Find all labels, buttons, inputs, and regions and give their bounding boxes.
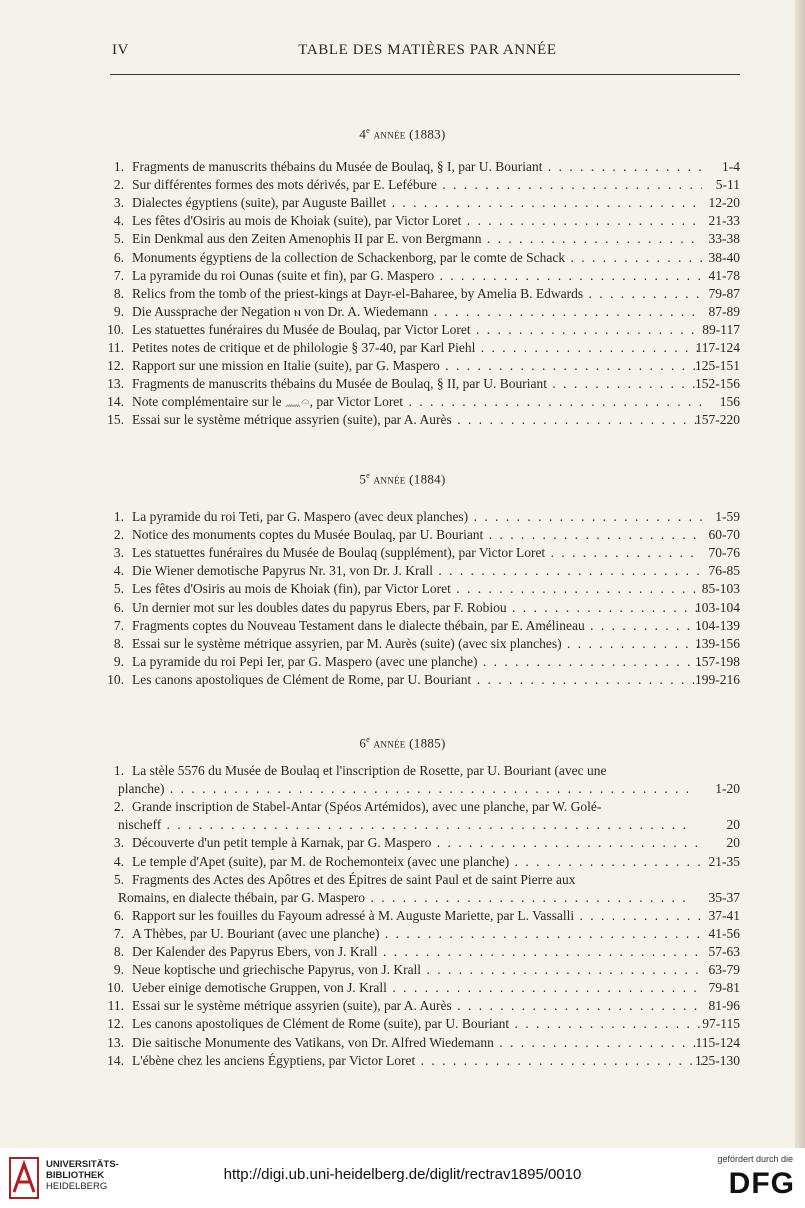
entry-pages: 87-89 bbox=[708, 303, 740, 319]
entry-pages: 152-156 bbox=[695, 376, 740, 392]
entry-number: 13. bbox=[107, 376, 124, 392]
toc-entry bbox=[100, 526, 740, 544]
header-rule bbox=[110, 74, 740, 75]
entry-title: Fragments coptes du Nouveau Testament dans le dialecte thébain, par E. Amélineau . . . bbox=[132, 617, 702, 635]
toc-entry bbox=[100, 853, 740, 871]
entry-title: Les statuettes funéraires du Musée de Boulaq (supplément), par Victor Loret . . . bbox=[132, 544, 702, 562]
entry-number: 8. bbox=[113, 635, 124, 651]
toc-entry bbox=[100, 762, 740, 780]
toc-entry bbox=[100, 267, 740, 285]
entry-title: Rapport sur les fouilles du Fayoum adressé à M. Auguste Mariette, par L. Vassalli . . . bbox=[132, 907, 702, 925]
entry-title: Sur différentes formes des mots dérivés, par E. Lefébure . . . bbox=[132, 176, 702, 194]
entry-title: Essai sur le système métrique assyrien (suite), par A. Aurès . . . bbox=[132, 997, 702, 1015]
toc-entry bbox=[100, 961, 740, 979]
entry-pages: 139-156 bbox=[695, 635, 740, 651]
toc-entry bbox=[100, 1052, 740, 1070]
entry-title-continued: Romains, en dialecte thébain, par G. Maspero . . . bbox=[118, 889, 688, 907]
entry-title: Grande inscription de Stabel-Antar (Spéos Artémidos), avec une planche, par W. Golé- bbox=[132, 799, 602, 815]
entry-number: 3. bbox=[113, 545, 124, 561]
toc-entry bbox=[100, 375, 740, 393]
toc-entry bbox=[100, 393, 740, 411]
entry-pages: 117-124 bbox=[695, 340, 740, 355]
entry-number: 14. bbox=[107, 394, 124, 410]
toc-entry bbox=[100, 871, 740, 889]
entry-number: 3. bbox=[113, 835, 124, 851]
entry-pages: 156 bbox=[719, 394, 740, 410]
entry-number: 9. bbox=[113, 962, 124, 978]
entry-title-continued: planche) . . . bbox=[118, 780, 688, 798]
toc-entry bbox=[100, 212, 740, 230]
entry-title: Les fêtes d'Osiris au mois de Khoiak (suite), par Victor Loret . . . bbox=[132, 212, 702, 230]
toc-entry bbox=[100, 798, 740, 816]
toc-entry bbox=[100, 357, 740, 375]
toc-entry bbox=[100, 671, 740, 689]
entry-title: Les canons apostoliques de Clément de Rome (suite), par U. Bouriant . . . bbox=[132, 1015, 702, 1033]
entry-number: 11. bbox=[107, 998, 124, 1014]
entry-pages: 70-76 bbox=[708, 545, 740, 561]
entry-pages: 157-198 bbox=[695, 653, 740, 669]
entry-number: 2. bbox=[113, 799, 124, 815]
entry-pages: 33-38 bbox=[708, 231, 740, 247]
toc-entry bbox=[100, 580, 740, 598]
page-edge-shadow bbox=[795, 0, 805, 1148]
entry-number: 6. bbox=[113, 249, 124, 265]
toc-entry bbox=[100, 230, 740, 248]
entry-number: 3. bbox=[113, 195, 124, 211]
entry-number: 6. bbox=[113, 599, 124, 615]
entry-title: La pyramide du roi Pepi Ier, par G. Maspero (avec une planche) . . . bbox=[132, 653, 702, 671]
toc-entry bbox=[100, 411, 740, 429]
entry-pages: 103-104 bbox=[695, 599, 740, 615]
entry-number: 15. bbox=[107, 412, 124, 428]
page-title: TABLE DES MATIÈRES PAR ANNÉE bbox=[298, 42, 557, 58]
toc-entry bbox=[100, 997, 740, 1015]
toc-entry bbox=[100, 321, 740, 339]
entry-title: La pyramide du roi Teti, par G. Maspero (avec deux planches) . . . bbox=[132, 508, 702, 526]
toc-entry bbox=[100, 834, 740, 852]
entry-pages: 79-81 bbox=[708, 980, 740, 996]
entry-title: Die Wiener demotische Papyrus Nr. 31, von Dr. J. Krall . . . bbox=[132, 562, 702, 580]
entry-number: 5. bbox=[113, 231, 124, 247]
entry-pages: 20 bbox=[726, 817, 740, 833]
entry-title: Relics from the tomb of the priest-kings at Dayr-el-Baharee, by Amelia B. Edwards . . . bbox=[132, 285, 702, 303]
permalink-url[interactable]: http://digi.ub.uni-heidelberg.de/diglit/rectrav1895/0010 bbox=[223, 1166, 582, 1183]
entry-pages: 1-20 bbox=[715, 781, 740, 797]
toc-entry bbox=[100, 285, 740, 303]
entry-title: Neue koptische und griechische Papyrus, von J. Krall . . . bbox=[132, 961, 702, 979]
entry-pages: 97-115 bbox=[702, 1016, 740, 1032]
entry-number: 4. bbox=[113, 853, 124, 869]
entry-title: Essai sur le système métrique assyrien (suite), par A. Aurès . . . bbox=[132, 411, 702, 429]
entry-number: 9. bbox=[113, 303, 124, 319]
toc-entry bbox=[100, 562, 740, 580]
university-library-name[interactable]: UNIVERSITÄTS- BIBLIOTHEK HEIDELBERG bbox=[46, 1159, 119, 1192]
entry-pages: 157-220 bbox=[695, 412, 740, 428]
dfg-logo[interactable]: DFG bbox=[728, 1167, 795, 1200]
entry-pages: 115-124 bbox=[695, 1034, 740, 1050]
entry-title: Le temple d'Apet (suite), par M. de Rochemonteix (avec une planche) . . . bbox=[132, 853, 702, 871]
entry-title: Note complémentaire sur le 𓈖𓏏, par Victor Loret . . . bbox=[132, 393, 702, 411]
entry-title: Les canons apostoliques de Clément de Rome, par U. Bouriant . . . bbox=[132, 671, 702, 689]
entry-number: 7. bbox=[113, 925, 124, 941]
section-heading: 4e année (1883) bbox=[359, 126, 446, 142]
toc-entry bbox=[100, 1034, 740, 1052]
entry-number: 7. bbox=[113, 267, 124, 283]
entry-title: Die saitische Monumente des Vatikans, von Dr. Alfred Wiedemann . . . bbox=[132, 1034, 702, 1052]
entry-number: 2. bbox=[113, 527, 124, 543]
entry-pages: 85-103 bbox=[701, 581, 740, 597]
section-heading: 6e année (1885) bbox=[359, 735, 446, 751]
entry-pages: 81-96 bbox=[708, 998, 740, 1014]
section-heading: 5e année (1884) bbox=[359, 471, 446, 487]
entry-number: 1. bbox=[113, 763, 124, 778]
viewer-footer bbox=[0, 1148, 805, 1208]
entry-number: 1. bbox=[113, 509, 124, 524]
toc-entry bbox=[100, 544, 740, 562]
entry-pages: 199-216 bbox=[695, 671, 740, 687]
toc-entry bbox=[100, 617, 740, 635]
entry-title: Fragments des Actes des Apôtres et des Épitres de saint Paul et de saint Pierre aux bbox=[132, 871, 576, 887]
entry-number: 1. bbox=[113, 159, 124, 174]
entry-number: 2. bbox=[113, 177, 124, 193]
entry-pages: 125-130 bbox=[695, 1052, 740, 1068]
entry-number: 12. bbox=[107, 358, 124, 374]
entry-pages: 20 bbox=[726, 835, 740, 851]
entry-number: 8. bbox=[113, 944, 124, 959]
entry-pages: 1-59 bbox=[715, 509, 740, 524]
entry-title: Essai sur le système métrique assyrien, par M. Aurès (suite) (avec six planches) . . . bbox=[132, 635, 702, 653]
entry-number: 4. bbox=[113, 213, 124, 229]
entry-number: 7. bbox=[113, 617, 124, 633]
entry-number: 10. bbox=[107, 321, 124, 337]
toc-entry bbox=[100, 249, 740, 267]
entry-pages: 76-85 bbox=[708, 563, 740, 579]
entry-pages: 21-33 bbox=[708, 213, 740, 229]
entry-title: Les statuettes funéraires du Musée de Boulaq, par Victor Loret . . . bbox=[132, 321, 702, 339]
entry-number: 13. bbox=[107, 1034, 124, 1050]
toc-entry bbox=[100, 303, 740, 321]
toc-entry-continuation bbox=[118, 889, 740, 907]
page-number: IV bbox=[112, 42, 129, 58]
entry-title: Notice des monuments coptes du Musée Boulaq, par U. Bouriant . . . bbox=[132, 526, 702, 544]
entry-pages: 60-70 bbox=[708, 527, 740, 543]
entry-number: 11. bbox=[107, 340, 124, 355]
entry-number: 5. bbox=[113, 871, 124, 887]
toc-entry-continuation bbox=[118, 816, 740, 834]
entry-number: 12. bbox=[107, 1016, 124, 1032]
entry-title: Petites notes de critique et de philologie § 37-40, par Karl Piehl . . . bbox=[132, 339, 702, 357]
toc-entry bbox=[100, 1015, 740, 1033]
entry-title: Rapport sur une mission en Italie (suite), par G. Maspero . . . bbox=[132, 357, 702, 375]
entry-number: 5. bbox=[113, 581, 124, 597]
entry-number: 8. bbox=[113, 285, 124, 301]
entry-title: A Thèbes, par U. Bouriant (avec une planche) . . . bbox=[132, 925, 702, 943]
entry-pages: 21-35 bbox=[708, 853, 740, 869]
toc-entry bbox=[100, 158, 740, 176]
entry-title: Der Kalender des Papyrus Ebers, von J. Krall . . . bbox=[132, 943, 702, 961]
entry-title: Les fêtes d'Osiris au mois de Khoiak (fin), par Victor Loret . . . bbox=[132, 580, 702, 598]
entry-pages: 125-151 bbox=[695, 358, 740, 374]
entry-pages: 63-79 bbox=[708, 962, 740, 978]
entry-pages: 12-20 bbox=[708, 195, 740, 211]
toc-entry bbox=[100, 979, 740, 997]
entry-title: Die Aussprache der Negation ⲛ von Dr. A. Wiedemann . . . bbox=[132, 303, 702, 321]
toc-entry bbox=[100, 925, 740, 943]
entry-title: Monuments égyptiens de la collection de Schackenborg, par le comte de Schack . . . bbox=[132, 249, 702, 267]
entry-pages: 5-11 bbox=[715, 177, 740, 193]
entry-title-continued: nischeff . . . bbox=[118, 816, 688, 834]
entry-number: 14. bbox=[107, 1052, 124, 1068]
entry-pages: 38-40 bbox=[708, 249, 740, 265]
entry-pages: 1-4 bbox=[722, 159, 740, 174]
entry-pages: 35-37 bbox=[708, 889, 740, 905]
toc-entry bbox=[100, 599, 740, 617]
entry-pages: 89-117 bbox=[702, 321, 740, 337]
entry-title: Un dernier mot sur les doubles dates du papyrus Ebers, par F. Robiou . . . bbox=[132, 599, 702, 617]
toc-entry bbox=[100, 943, 740, 961]
entry-title: La pyramide du roi Ounas (suite et fin), par G. Maspero . . . bbox=[132, 267, 702, 285]
entry-title: Ueber einige demotische Gruppen, von J. Krall . . . bbox=[132, 979, 702, 997]
entry-number: 9. bbox=[113, 653, 124, 669]
entry-number: 6. bbox=[113, 907, 124, 923]
entry-pages: 41-78 bbox=[708, 267, 740, 283]
toc-entry bbox=[100, 907, 740, 925]
entry-title: Découverte d'un petit temple à Karnak, par G. Maspero . . . bbox=[132, 834, 702, 852]
entry-pages: 104-139 bbox=[695, 617, 740, 633]
entry-pages: 57-63 bbox=[708, 944, 740, 959]
entry-pages: 37-41 bbox=[708, 907, 740, 923]
entry-number: 10. bbox=[107, 980, 124, 996]
entry-title: La stèle 5576 du Musée de Boulaq et l'inscription de Rosette, par U. Bouriant (avec une bbox=[132, 763, 607, 778]
entry-number: 4. bbox=[113, 563, 124, 579]
toc-entry-continuation bbox=[118, 780, 740, 798]
entry-title: Fragments de manuscrits thébains du Musée de Boulaq, § I, par U. Bouriant . . . bbox=[132, 158, 702, 176]
entry-title: L'ébène chez les anciens Égyptiens, par Victor Loret . . . bbox=[132, 1052, 702, 1070]
toc-entry bbox=[100, 339, 740, 357]
entry-title: Fragments de manuscrits thébains du Musée de Boulaq, § II, par U. Bouriant . . . bbox=[132, 375, 702, 393]
toc-entry bbox=[100, 176, 740, 194]
sponsor-caption: gefördert durch die bbox=[717, 1154, 793, 1164]
toc-entry bbox=[100, 194, 740, 212]
entry-pages: 41-56 bbox=[708, 925, 740, 941]
entry-pages: 79-87 bbox=[708, 285, 740, 301]
toc-entry bbox=[100, 508, 740, 526]
toc-entry bbox=[100, 635, 740, 653]
entry-title: Ein Denkmal aus den Zeiten Amenophis II par E. von Bergmann . . . bbox=[132, 230, 702, 248]
entry-title: Dialectes égyptiens (suite), par Auguste Baillet . . . bbox=[132, 194, 702, 212]
entry-number: 10. bbox=[107, 671, 124, 687]
toc-entry bbox=[100, 653, 740, 671]
